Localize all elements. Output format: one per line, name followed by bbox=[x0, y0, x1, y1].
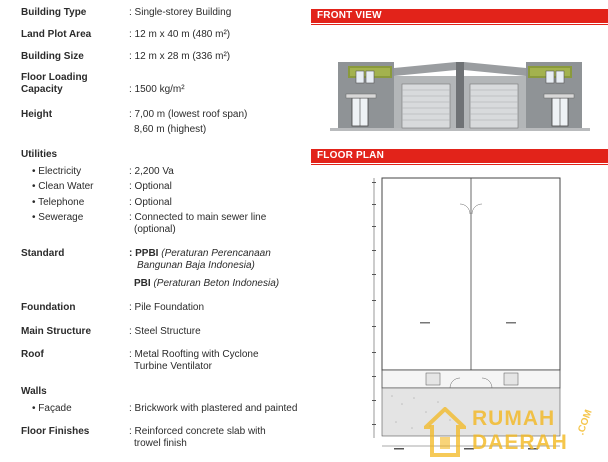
spec-value-height-2: 8,60 m (highest) bbox=[134, 124, 207, 135]
spec-value-foundation: : Pile Foundation bbox=[129, 302, 205, 313]
spec-value-clean-water: : Optional bbox=[129, 181, 172, 192]
spec-label-utilities: Utilities bbox=[21, 149, 58, 160]
spec-value-facade: : Brickwork with plastered and painted bbox=[129, 403, 298, 414]
spec-label-telephone: • Telephone bbox=[32, 197, 85, 208]
spec-label-building-size: Building Size bbox=[21, 51, 84, 62]
spec-value-floor-finishes-2: trowel finish bbox=[134, 438, 187, 449]
watermark-line-2: DAERAH bbox=[472, 431, 568, 454]
spec-value-roof-2: Turbine Ventilator bbox=[134, 361, 213, 372]
spec-value-standard bbox=[129, 248, 271, 260]
spec-value-roof: : Metal Roofting with Cyclone bbox=[129, 349, 259, 360]
watermark bbox=[422, 403, 608, 462]
spec-value-floor-loading: : 1500 kg/m² bbox=[129, 84, 185, 95]
front-view-header bbox=[311, 9, 608, 23]
standard-ppbi-desc-2: Bangunan Baja Indonesia) bbox=[137, 260, 255, 271]
spec-value-building-size: : 12 m x 28 m (336 m²) bbox=[129, 51, 231, 62]
spec-label-land-plot-area: Land Plot Area bbox=[21, 29, 92, 40]
ground-line bbox=[330, 128, 590, 131]
front-view-title: FRONT VIEW bbox=[317, 10, 382, 21]
spec-label-sewerage: • Sewerage bbox=[32, 212, 84, 223]
spec-label-floor-finishes: Floor Finishes bbox=[21, 426, 90, 437]
spec-label-facade: • Façade bbox=[32, 403, 72, 414]
spec-label-building-type: Building Type bbox=[21, 7, 87, 18]
spec-value-standard-3 bbox=[134, 278, 279, 290]
standard-pbi: PBI bbox=[134, 278, 151, 289]
watermark-suffix: .COM bbox=[575, 408, 595, 437]
left-roof bbox=[394, 62, 456, 76]
spec-value-main-structure: : Steel Structure bbox=[129, 326, 201, 337]
spec-label-roof: Roof bbox=[21, 349, 44, 360]
spec-label-main-structure: Main Structure bbox=[21, 326, 92, 337]
spec-value-standard-2 bbox=[137, 260, 255, 272]
standard-ppbi: : PPBI bbox=[129, 248, 159, 259]
right-upper-window bbox=[546, 71, 554, 83]
standard-pbi-desc: (Peraturan Beton Indonesia) bbox=[153, 278, 280, 289]
spec-label-standard: Standard bbox=[21, 248, 65, 259]
spec-value-building-type: : Single-storey Building bbox=[129, 7, 232, 18]
floor-plan-header bbox=[311, 149, 608, 163]
spec-value-height: : 7,00 m (lowest roof span) bbox=[129, 109, 248, 120]
spec-value-sewerage: : Connected to main sewer line bbox=[129, 212, 267, 223]
spec-label-electricity: • Electricity bbox=[32, 166, 82, 177]
spec-value-sewerage-2: (optional) bbox=[134, 224, 176, 235]
spec-value-telephone: : Optional bbox=[129, 197, 172, 208]
right-rolling-door bbox=[470, 84, 518, 128]
spec-value-electricity: : 2,200 Va bbox=[129, 166, 174, 177]
spec-label-floor-loading: Floor Loading bbox=[21, 72, 88, 83]
spec-label-foundation: Foundation bbox=[21, 302, 76, 313]
spec-label-height: Height bbox=[21, 109, 53, 120]
left-upper-window bbox=[356, 71, 364, 83]
spec-label-walls: Walls bbox=[21, 386, 47, 397]
standard-ppbi-desc: (Peraturan Perencanaan bbox=[161, 248, 271, 259]
right-roof bbox=[464, 62, 526, 76]
floor-plan-title: FLOOR PLAN bbox=[317, 150, 384, 161]
specifications-panel bbox=[0, 0, 300, 462]
spec-value-floor-finishes: : Reinforced concrete slab with bbox=[129, 426, 266, 437]
watermark-line-1: RUMAH bbox=[472, 407, 556, 430]
house-logo-icon bbox=[424, 407, 466, 459]
front-view-elevation bbox=[330, 40, 590, 135]
left-rolling-door bbox=[402, 84, 450, 128]
spec-label-clean-water: • Clean Water bbox=[32, 181, 94, 192]
spec-label-floor-loading-capacity: Capacity bbox=[21, 84, 63, 95]
spec-value-land-plot-area: : 12 m x 40 m (480 m²) bbox=[129, 29, 231, 40]
